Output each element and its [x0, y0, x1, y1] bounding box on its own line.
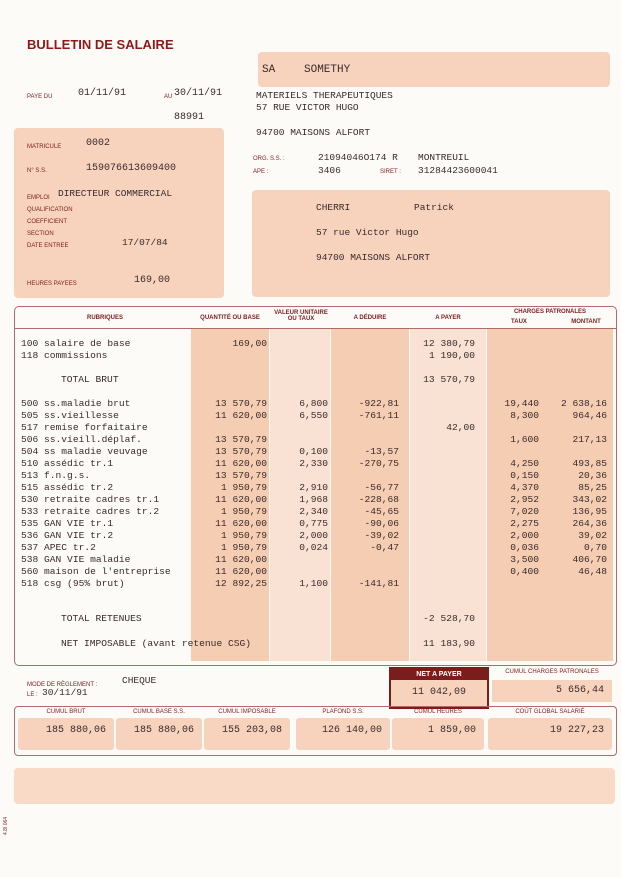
- table-row: [15, 518, 616, 530]
- heures-value: 169,00: [134, 275, 171, 286]
- row-rate: 2,000: [299, 530, 328, 541]
- row-charge-amount: 964,46: [572, 410, 607, 421]
- row-label: 560 maison de l'entreprise: [21, 566, 171, 577]
- employer-line3: 94700 MAISONS ALFORT: [256, 127, 371, 138]
- row-charge-amount: 85,25: [578, 482, 607, 493]
- date-entree-label: DATE ENTREE: [27, 243, 69, 249]
- coefficient-label: COEFFICIENT: [27, 219, 67, 225]
- total-retenues-value: -2 528,70: [423, 613, 475, 624]
- row-label: 530 retraite cadres tr.1: [21, 494, 160, 505]
- row-charge-rate: 4,370: [510, 482, 539, 493]
- qualification-label: QUALIFICATION: [27, 207, 73, 213]
- row-charge-rate: 0,150: [510, 470, 539, 481]
- row-charge-amount: 39,02: [578, 530, 607, 541]
- table-row: [15, 482, 616, 494]
- row-label: 536 GAN VIE tr.2: [21, 530, 114, 541]
- row-rate: 0,024: [299, 542, 328, 553]
- row-deduct: -270,75: [358, 458, 399, 469]
- row-rate: 0,775: [299, 518, 328, 529]
- row-deduct: -45,65: [364, 506, 399, 517]
- form-code: 4.8I 064: [3, 816, 9, 835]
- siret-value: 31284423600041: [418, 165, 498, 176]
- row-charge-rate: 4,250: [510, 458, 539, 469]
- table-row: [15, 542, 616, 554]
- row-deduct: -761,11: [358, 410, 399, 421]
- employer-sa: SA: [262, 64, 276, 76]
- cumul-label: CUMUL HEURES: [414, 709, 462, 715]
- cumul-label: COÛT GLOBAL SALARIÉ: [515, 709, 585, 715]
- nss-value: 159076613609400: [86, 163, 177, 174]
- row-quantity: 11 620,00: [215, 494, 267, 505]
- header-quantite: QUANTITÉ OU BASE: [200, 315, 260, 321]
- ape-label: APE :: [253, 169, 269, 175]
- row-label: 538 GAN VIE maladie: [21, 554, 131, 565]
- row-deduct: -141,81: [358, 578, 399, 589]
- header-rubriques: RUBRIQUES: [86, 315, 123, 321]
- row-charge-rate: 2,000: [510, 530, 539, 541]
- reference-number: 88991: [174, 112, 205, 123]
- employer-line1: MATERIELS THERAPEUTIQUES: [256, 90, 393, 101]
- row-label: 506 ss.vieill.déplaf.: [21, 434, 142, 445]
- matricule-value: 0002: [86, 138, 111, 149]
- row-quantity: 169,00: [232, 338, 267, 349]
- section-label: SECTION: [27, 231, 54, 237]
- row-label: 118 commissions: [21, 350, 108, 361]
- net-imposable-label: NET IMPOSABLE (avant retenue CSG): [61, 638, 251, 649]
- row-pay: 1 190,00: [428, 350, 475, 361]
- row-charge-rate: 7,020: [510, 506, 539, 517]
- emploi-label: EMPLOI: [27, 195, 50, 201]
- row-charge-amount: 136,95: [572, 506, 607, 517]
- mode-reglement-label: MODE DE RÈGLEMENT :: [27, 682, 98, 688]
- cumul-label: CUMUL BASE S.S.: [133, 709, 185, 715]
- total-retenues-label: TOTAL RETENUES: [61, 613, 142, 624]
- table-row: [15, 566, 616, 578]
- row-quantity: 11 620,00: [215, 458, 267, 469]
- row-quantity: 1 950,79: [220, 530, 267, 541]
- cumul-charges-label: CUMUL CHARGES PATRONALES: [505, 669, 599, 675]
- row-label: 517 remise forfaitaire: [21, 422, 148, 433]
- row-deduct: -56,77: [364, 482, 399, 493]
- row-charge-rate: 2,275: [510, 518, 539, 529]
- header-charges: CHARGES PATRONALES: [513, 309, 587, 315]
- row-charge-amount: 0,70: [583, 542, 607, 553]
- row-quantity: 13 570,79: [215, 470, 267, 481]
- row-deduct: -228,68: [358, 494, 399, 505]
- table-row: [15, 470, 616, 482]
- table-row: [15, 398, 616, 410]
- le-value: 30/11/91: [42, 687, 88, 698]
- cumul-value: 126 140,00: [321, 725, 382, 736]
- row-label: TOTAL BRUT: [61, 374, 119, 385]
- row-quantity: 13 570,79: [215, 434, 267, 445]
- row-quantity: 1 950,79: [220, 542, 267, 553]
- row-charge-amount: 264,36: [572, 518, 607, 529]
- row-label: 510 assédic tr.1: [21, 458, 114, 469]
- cumul-label: CUMUL IMPOSABLE: [218, 709, 276, 715]
- row-deduct: -13,57: [364, 446, 399, 457]
- row-quantity: 1 950,79: [220, 506, 267, 517]
- cumul-value: 185 880,06: [45, 725, 106, 736]
- footer-band: [14, 768, 615, 804]
- row-charge-amount: 343,02: [572, 494, 607, 505]
- table-row: [15, 458, 616, 470]
- row-charge-rate: 2,952: [510, 494, 539, 505]
- cumul-box: [392, 718, 484, 750]
- row-label: 515 assédic tr.2: [21, 482, 114, 493]
- cumul-box: [18, 718, 114, 750]
- cumul-charges-value: 5 656,44: [555, 685, 604, 696]
- table-row: [15, 506, 616, 518]
- row-charge-rate: 1,600: [510, 434, 539, 445]
- employer-line2: 57 RUE VICTOR HUGO: [256, 102, 359, 113]
- row-charge-amount: 493,85: [572, 458, 607, 469]
- net-a-payer-box: [389, 667, 489, 709]
- table-row: [15, 554, 616, 566]
- row-label: 504 ss maladie veuvage: [21, 446, 148, 457]
- org-ss-label: ORG. S.S. :: [253, 156, 285, 162]
- cumul-label: PLAFOND S.S.: [322, 709, 364, 715]
- row-label: 537 APEC tr.2: [21, 542, 96, 553]
- row-label: 505 ss.vieillesse: [21, 410, 119, 421]
- table-row: [15, 494, 616, 506]
- row-rate: 0,100: [299, 446, 328, 457]
- matricule-label: MATRICULE: [27, 144, 62, 150]
- row-label: 518 csg (95% brut): [21, 578, 125, 589]
- cumul-value: 185 880,06: [133, 725, 194, 736]
- row-quantity: 11 620,00: [215, 554, 267, 565]
- table-row: [15, 578, 616, 590]
- le-label: LE :: [27, 692, 38, 698]
- row-label: 500 ss.maladie brut: [21, 398, 131, 409]
- row-rate: 2,910: [299, 482, 328, 493]
- row-rate: 2,330: [299, 458, 328, 469]
- table-row: [15, 422, 616, 434]
- employee-info-box: [14, 128, 224, 298]
- row-rate: 6,550: [299, 410, 328, 421]
- row-charge-amount: 20,36: [578, 470, 607, 481]
- net-imposable-value: 11 183,90: [423, 638, 475, 649]
- row-pay: 12 380,79: [423, 338, 475, 349]
- row-label: 513 f.n.g.s.: [21, 470, 91, 481]
- row-deduct: -90,06: [364, 518, 399, 529]
- row-label: 100 salaire de base: [21, 338, 131, 349]
- row-charge-rate: 3,500: [510, 554, 539, 565]
- row-charge-amount: 406,70: [572, 554, 607, 565]
- paye-du-value: 01/11/91: [78, 88, 127, 99]
- org-ss-value: 21094046O174 R: [318, 152, 398, 163]
- header-payer: A PAYER: [435, 315, 461, 321]
- header-valeur: VALEUR UNITAIRE OU TAUX: [274, 310, 328, 322]
- date-entree-value: 17/07/84: [122, 237, 168, 248]
- table-row: [15, 350, 616, 362]
- net-a-payer-value: 11 042,09: [411, 687, 466, 698]
- row-pay: 13 570,79: [423, 374, 475, 385]
- row-charge-rate: 8,300: [510, 410, 539, 421]
- row-quantity: 12 892,25: [215, 578, 267, 589]
- recipient-name: CHERRI: [316, 202, 351, 213]
- org-city: MONTREUIL: [418, 152, 470, 163]
- header-divider: [15, 328, 616, 329]
- emploi-value: DIRECTEUR COMMERCIAL: [58, 188, 173, 199]
- document-title: BULLETIN DE SALAIRE: [27, 37, 174, 52]
- row-deduct: -0,47: [370, 542, 399, 553]
- row-quantity: 13 570,79: [215, 446, 267, 457]
- recipient-address-line2: 94700 MAISONS ALFORT: [316, 252, 431, 263]
- cumul-value: 19 227,23: [549, 725, 604, 736]
- row-rate: 2,340: [299, 506, 328, 517]
- table-row: [15, 446, 616, 458]
- row-charge-rate: 19,440: [504, 398, 539, 409]
- ape-value: 3406: [318, 165, 341, 176]
- row-deduct: -39,02: [364, 530, 399, 541]
- cumul-label: CUMUL BRUT: [46, 709, 86, 715]
- row-quantity: 13 570,79: [215, 398, 267, 409]
- row-pay: 42,00: [446, 422, 475, 433]
- row-rate: 1,100: [299, 578, 328, 589]
- header-taux: TAUX: [511, 319, 527, 325]
- net-a-payer-label: NET A PAYER: [391, 669, 487, 680]
- paye-du-label: PAYE DU: [27, 94, 53, 100]
- siret-label: SIRET :: [380, 169, 401, 175]
- row-rate: 1,968: [299, 494, 328, 505]
- row-charge-amount: 2 638,16: [560, 398, 607, 409]
- row-label: 535 GAN VIE tr.1: [21, 518, 114, 529]
- cumul-value: 155 203,08: [221, 725, 282, 736]
- row-deduct: -922,81: [358, 398, 399, 409]
- table-row: [15, 434, 616, 446]
- table-row: [15, 530, 616, 542]
- cumul-value: 1 859,00: [427, 725, 476, 736]
- recipient-firstname: Patrick: [414, 202, 454, 213]
- row-quantity: 11 620,00: [215, 410, 267, 421]
- cumul-box: [204, 718, 290, 750]
- cumul-box: [488, 718, 612, 750]
- row-quantity: 11 620,00: [215, 518, 267, 529]
- header-montant: MONTANT: [571, 319, 601, 325]
- row-charge-rate: 0,036: [510, 542, 539, 553]
- mode-reglement-value: CHEQUE: [122, 675, 157, 686]
- cumul-box: [296, 718, 390, 750]
- recipient-address-line1: 57 rue Victor Hugo: [316, 227, 419, 238]
- heures-label: HEURES PAYEES: [27, 281, 77, 287]
- row-charge-amount: 46,48: [578, 566, 607, 577]
- employer-name: SOMETHY: [304, 64, 351, 76]
- payslip-table: [14, 306, 617, 666]
- row-charge-rate: 0,400: [510, 566, 539, 577]
- au-value: 30/11/91: [174, 88, 223, 99]
- table-row: [15, 338, 616, 350]
- row-rate: 6,800: [299, 398, 328, 409]
- row-label: 533 retraite cadres tr.2: [21, 506, 160, 517]
- header-deduire: A DÉDUIRE: [353, 315, 387, 321]
- table-row: [15, 374, 616, 386]
- table-row: [15, 410, 616, 422]
- cumul-box: [116, 718, 202, 750]
- row-charge-amount: 217,13: [572, 434, 607, 445]
- row-quantity: 11 620,00: [215, 566, 267, 577]
- au-label: AU: [164, 94, 173, 100]
- nss-label: N° S.S.: [27, 168, 47, 174]
- row-quantity: 1 950,79: [220, 482, 267, 493]
